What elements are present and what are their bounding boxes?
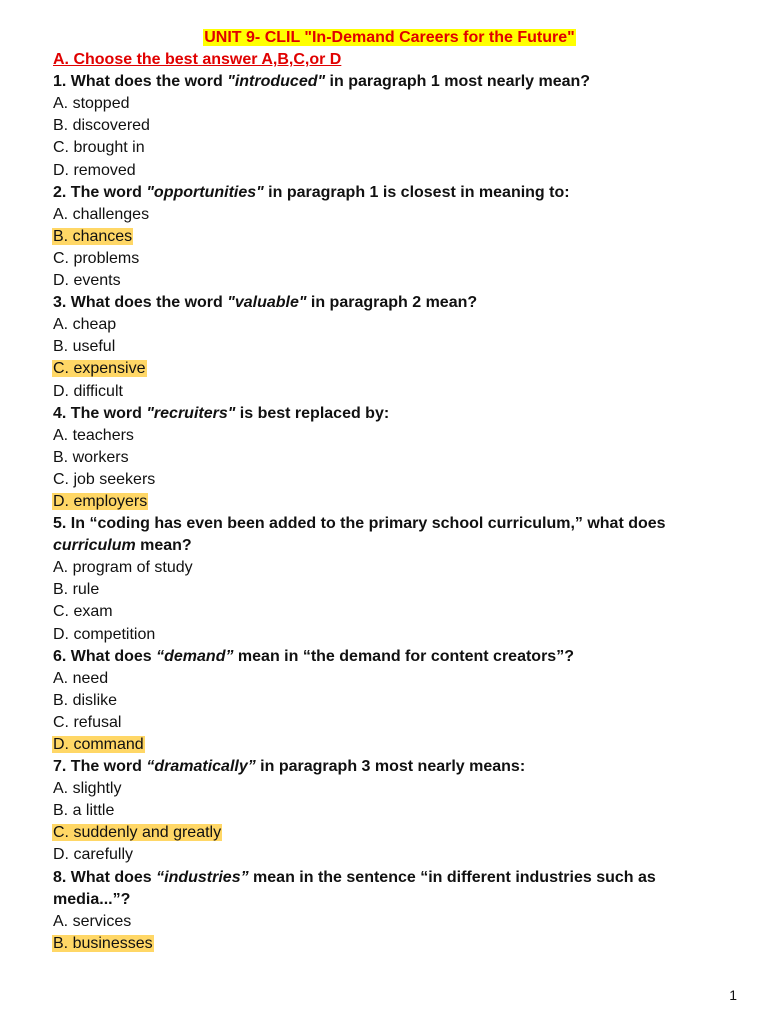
question-text: 8. What does “industries” mean in the sentence “in different industries such as media...”?: [53, 868, 656, 908]
question-term: "recruiters": [146, 404, 236, 422]
question-term: curriculum: [53, 537, 136, 555]
option-a: A. need: [53, 669, 109, 687]
option-a: A. teachers: [53, 426, 134, 444]
option-b: B. rule: [53, 581, 100, 599]
question-text: 6. What does “demand” mean in “the demand for content creators”?: [53, 647, 574, 665]
option-a: A. challenges: [53, 205, 150, 223]
option-c: C. job seekers: [53, 470, 156, 488]
question-term: “demand”: [156, 647, 234, 665]
option-c-highlighted: C. suddenly and greatly: [53, 824, 222, 842]
question-text: 3. What does the word "valuable" in paragraph 2 mean?: [53, 294, 478, 312]
option-b-highlighted: B. businesses: [53, 934, 153, 952]
option-b: B. discovered: [53, 117, 150, 135]
worksheet-content: [53, 27, 733, 955]
question-4: [53, 403, 733, 513]
option-d: D. events: [53, 272, 121, 290]
question-term: “dramatically”: [146, 758, 256, 776]
question-text: 4. The word "recruiters" is best replaced by:: [53, 404, 390, 422]
option-d: D. removed: [53, 161, 136, 179]
question-term: "opportunities": [146, 183, 264, 201]
question-text: 5. In “coding has even been added to the primary school curriculum,” what does curriculum mean?: [53, 515, 666, 555]
question-5: [53, 513, 733, 646]
question-term: “industries”: [156, 868, 249, 886]
page-number: 1: [729, 987, 737, 1003]
question-term: "valuable": [227, 294, 307, 312]
question-1: [53, 71, 733, 181]
option-b: B. workers: [53, 448, 129, 466]
option-a: A. stopped: [53, 95, 130, 113]
question-2: [53, 182, 733, 292]
question-3: [53, 292, 733, 402]
option-c: C. problems: [53, 249, 140, 267]
question-term: "introduced": [227, 73, 326, 91]
option-a: A. slightly: [53, 780, 122, 798]
option-d-highlighted: D. command: [53, 736, 144, 753]
question-text: 1. What does the word "introduced" in paragraph 1 most nearly mean?: [53, 73, 591, 91]
option-c-highlighted: C. expensive: [53, 360, 146, 378]
option-c: C. brought in: [53, 139, 145, 157]
option-d: D. carefully: [53, 846, 134, 864]
option-b: B. dislike: [53, 691, 118, 709]
option-d: D. competition: [53, 625, 156, 643]
question-7: [53, 756, 733, 866]
option-a: A. program of study: [53, 559, 193, 577]
option-a: A. services: [53, 912, 132, 930]
question-8: [53, 867, 733, 955]
title-row: [53, 27, 733, 49]
option-d: D. difficult: [53, 382, 123, 400]
option-c: C. exam: [53, 603, 113, 621]
option-a: A. cheap: [53, 316, 117, 334]
section-heading: A. Choose the best answer A,B,C,or D: [53, 51, 342, 69]
question-6: [53, 646, 733, 756]
question-text: 2. The word "opportunities" in paragraph 1 is closest in meaning to:: [53, 183, 570, 201]
worksheet-title: UNIT 9- CLIL "In-Demand Careers for the Future": [204, 29, 575, 46]
question-text: 7. The word “dramatically” in paragraph 3 most nearly means:: [53, 758, 526, 776]
option-d-highlighted: D. employers: [53, 492, 148, 510]
option-b: B. useful: [53, 338, 116, 356]
option-c: C. refusal: [53, 713, 122, 731]
option-b: B. a little: [53, 802, 115, 820]
option-b-highlighted: B. chances: [53, 227, 133, 245]
